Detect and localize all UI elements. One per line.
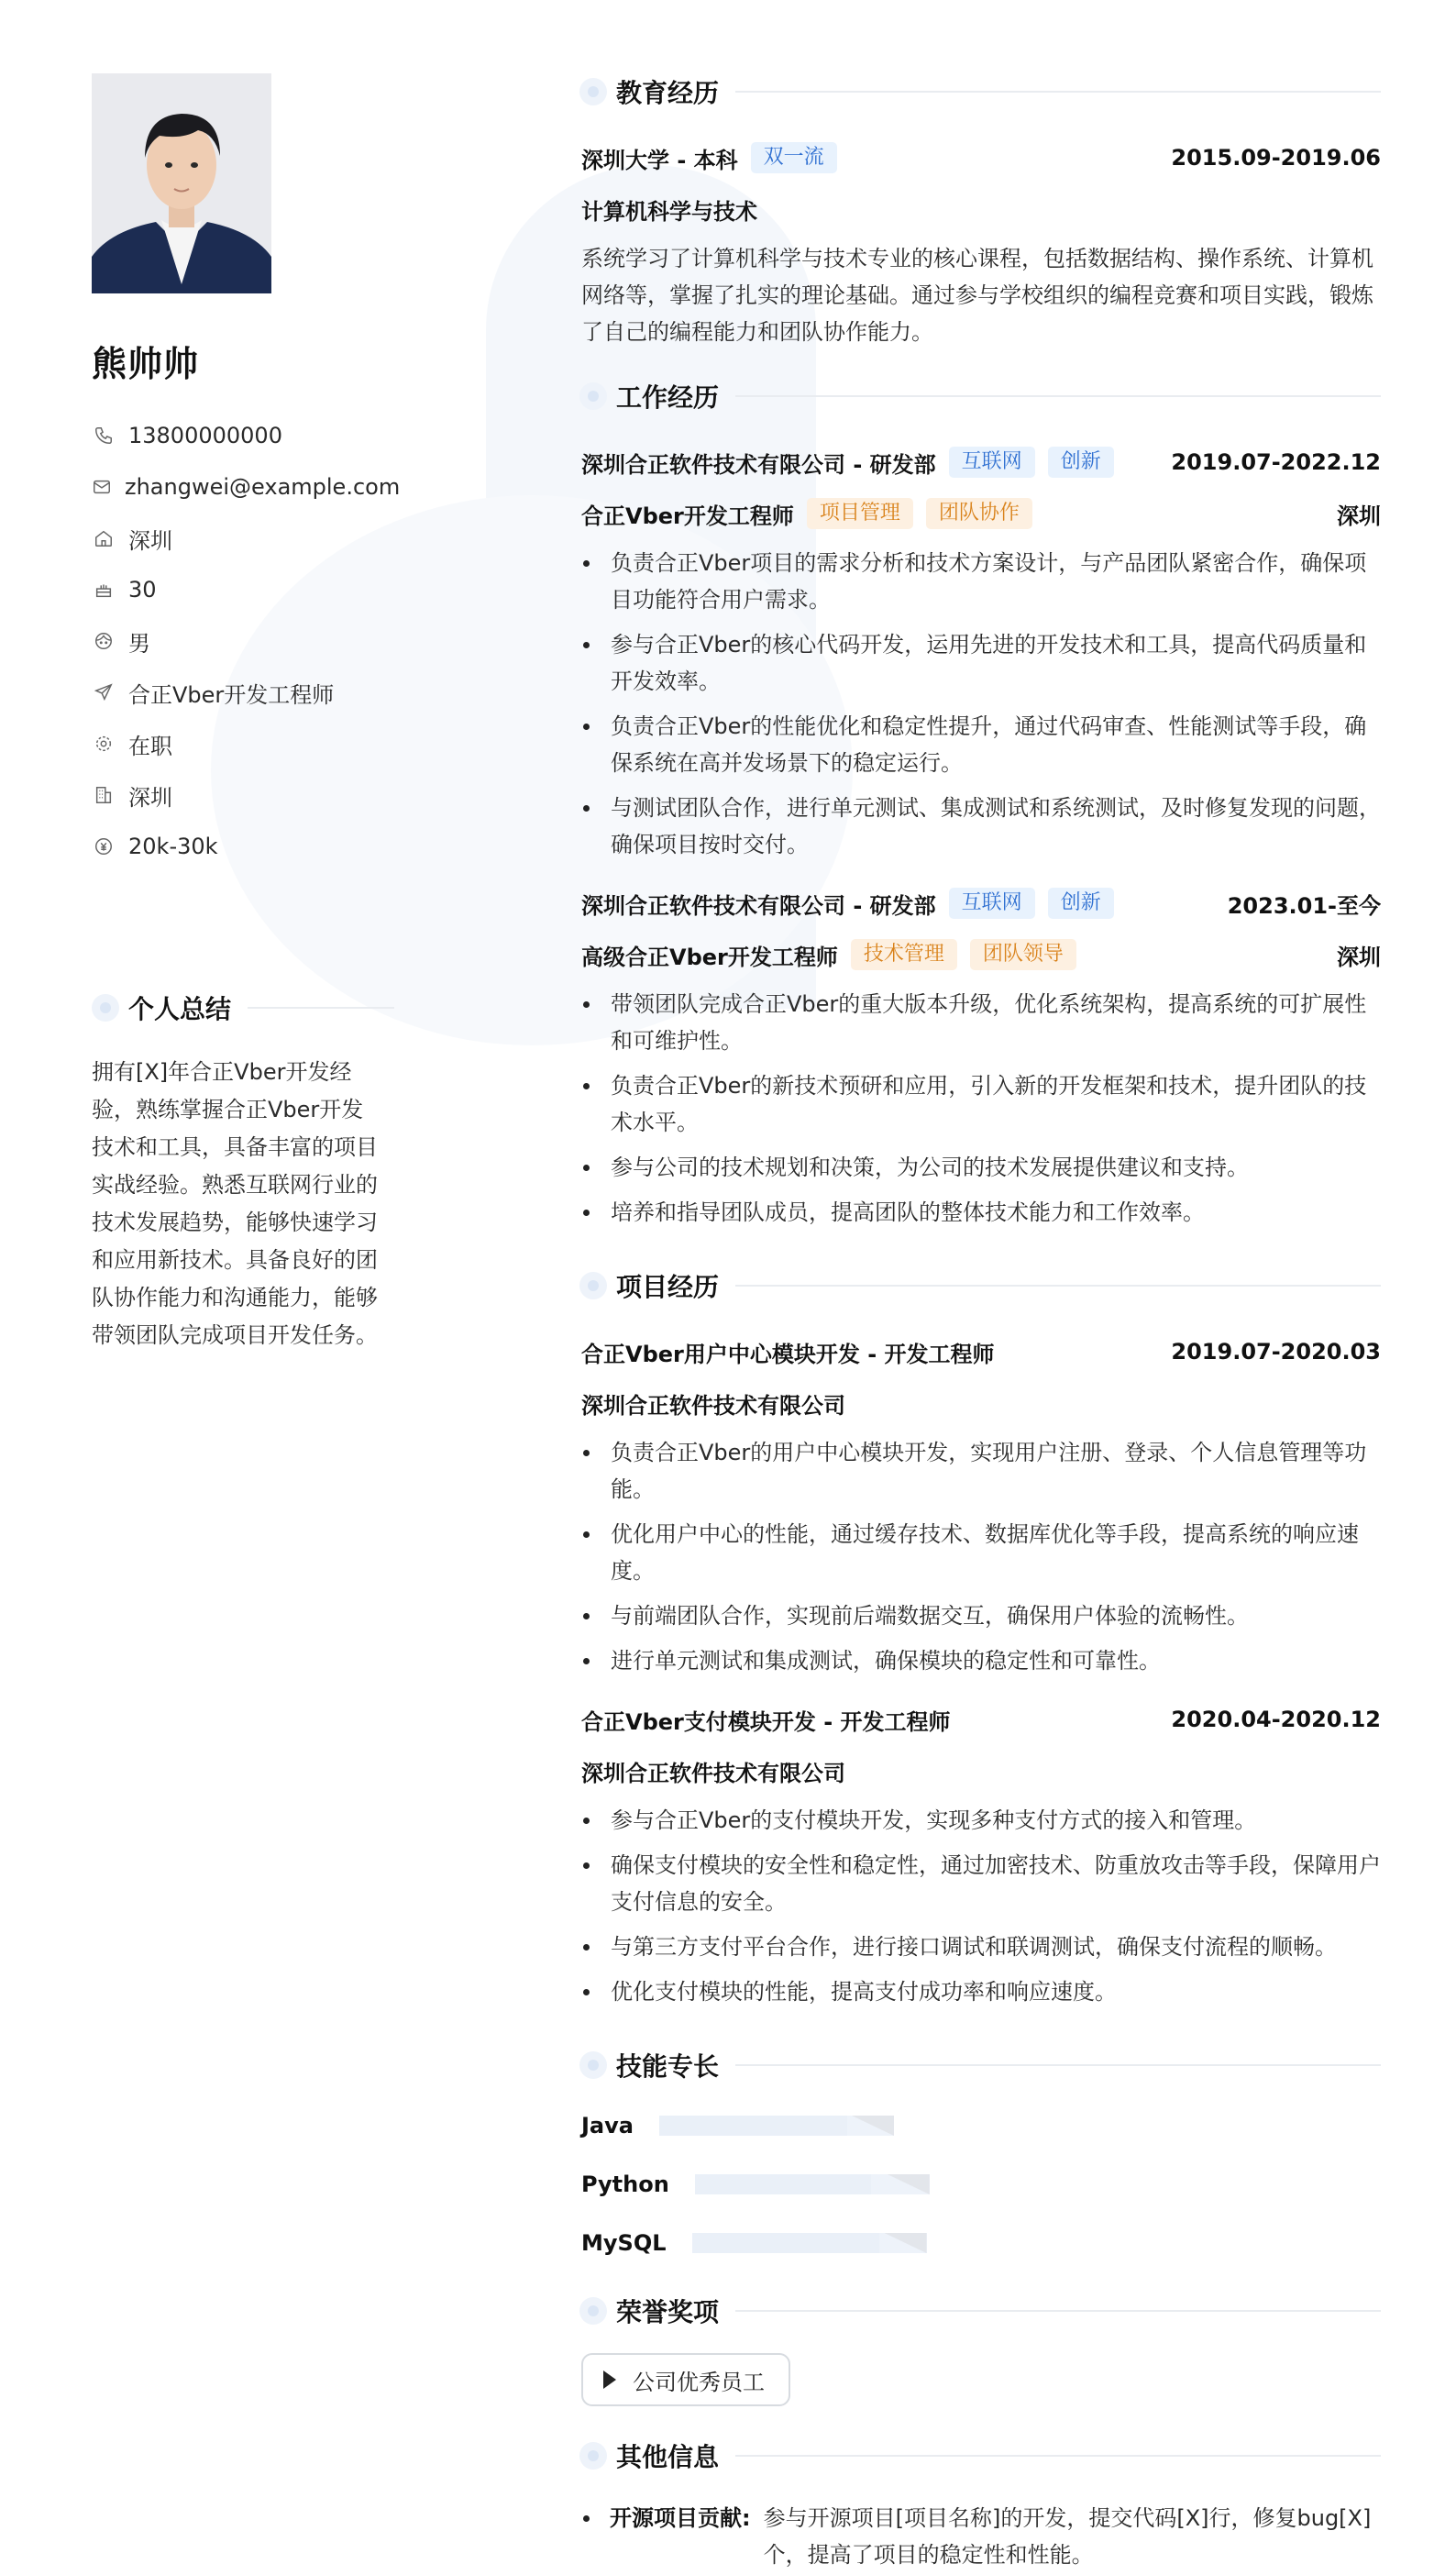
list-item: 进行单元测试和集成测试，确保模块的稳定性和可靠性。 [581, 1642, 1381, 1679]
section-divider [248, 1007, 394, 1009]
job-position: 高级合正Vber开发工程师 [581, 944, 838, 970]
list-item: 负责合正Vber项目的需求分析和技术方案设计，与产品团队紧密合作，确保项目功能符合用户需求。 [581, 545, 1381, 618]
education-section-header [581, 73, 1381, 110]
info-text: 13800000000 [128, 423, 282, 448]
job-city: 深圳 [1337, 944, 1381, 970]
phone-icon [92, 424, 116, 448]
industry-tag: 互联网 [949, 447, 1035, 478]
project-name: 合正Vber支付模块开发 - 开发工程师 [581, 1708, 951, 1735]
section-dot-icon [579, 78, 607, 105]
award-badge [581, 2353, 790, 2406]
contact-info-list [92, 410, 401, 872]
other-section [581, 2437, 1381, 2573]
skill-level-fill [659, 2116, 847, 2136]
info-text: 深圳 [128, 784, 172, 811]
project-name: 合正Vber用户中心模块开发 - 开发工程师 [581, 1341, 995, 1367]
list-item: 确保支付模块的安全性和稳定性，通过加密技术、防重放攻击等手段，保障用户支付信息的安全。 [581, 1847, 1381, 1920]
job-position: 合正Vber开发工程师 [581, 503, 794, 529]
list-item: 与前端团队合作，实现前后端数据交互，确保用户体验的流畅性。 [581, 1597, 1381, 1634]
section-divider [735, 91, 1381, 93]
work-section-header [581, 378, 1381, 414]
section-title: 其他信息 [616, 2442, 720, 2472]
skill-bar-cap [852, 2116, 894, 2136]
job-company-row [581, 885, 1381, 922]
list-item: 优化支付模块的性能，提高支付成功率和响应速度。 [581, 1973, 1381, 2010]
projects-section [581, 1267, 1381, 2010]
skill-name: MySQL [581, 2230, 667, 2256]
summary-text: 拥有[X]年合正Vber开发经验，熟练掌握合正Vber开发技术和工具，具备丰富的项目实战经验。熟悉互联网行业的技术发展趋势，能够快速学习和应用新技术。具备良好的团队协作能力和沟通能力，能够带领团队完成项目开发任务。 [92, 1059, 378, 1348]
list-item: 带领团队完成合正Vber的重大版本升级，优化系统架构，提高系统的可扩展性和可维护性。 [581, 986, 1381, 1059]
play-icon [603, 2371, 616, 2389]
skill-name: Python [581, 2172, 669, 2197]
other-label: 开源项目贡献: [610, 2505, 751, 2531]
project-company: 深圳合正软件技术有限公司 [581, 1392, 845, 1419]
list-item: 参与合正Vber的支付模块开发，实现多种支付方式的接入和管理。 [581, 1802, 1381, 1839]
list-item: 与测试团队合作，进行单元测试、集成测试和系统测试，及时修复发现的问题，确保项目按时交付。 [581, 790, 1381, 863]
skill-item [581, 2225, 990, 2261]
section-title: 工作经历 [616, 382, 720, 413]
award-name: 公司优秀员工 [633, 2369, 765, 2395]
info-city [92, 769, 394, 821]
skill-item [581, 2166, 990, 2203]
skill-tag: 项目管理 [807, 498, 913, 529]
summary-section-header [92, 989, 394, 1026]
list-item: 负责合正Vber的用户中心模块开发，实现用户注册、登录、个人信息管理等功能。 [581, 1434, 1381, 1508]
company-name: 深圳合正软件技术有限公司 - 研发部 [581, 892, 936, 919]
major: 计算机科学与技术 [581, 198, 757, 225]
list-item: 负责合正Vber的新技术预研和应用，引入新的开发框架和技术，提升团队的技术水平。 [581, 1067, 1381, 1141]
project-row [581, 1701, 1381, 1738]
section-title: 教育经历 [616, 78, 720, 108]
info-text: 合正Vber开发工程师 [128, 681, 335, 708]
skill-level-fill [695, 2174, 871, 2194]
info-text: 深圳 [128, 527, 172, 554]
list-item: 参与合正Vber的核心代码开发，运用先进的开发技术和工具，提高代码质量和开发效率。 [581, 626, 1381, 700]
other-text: 参与开源项目[项目名称]的开发，提交代码[X]行，修复bug[X]个，提高了项目的稳定性和性能。 [763, 2505, 1372, 2568]
job-entry [581, 885, 1381, 1231]
project-duties-list [581, 1802, 1381, 2010]
cake-icon [92, 578, 116, 602]
section-title: 项目经历 [616, 1272, 720, 1302]
list-item: 参与公司的技术规划和决策，为公司的技术发展提供建议和支持。 [581, 1149, 1381, 1186]
education-date: 2015.09-2019.06 [1171, 145, 1381, 171]
section-title: 个人总结 [128, 994, 232, 1024]
section-title: 技能专长 [616, 2051, 720, 2082]
salary-icon [92, 834, 116, 858]
skills-list [581, 2107, 1381, 2283]
project-date: 2020.04-2020.12 [1171, 1707, 1381, 1732]
list-item: 与第三方支付平台合作，进行接口调试和联调测试，确保支付流程的顺畅。 [581, 1928, 1381, 1965]
job-company-row [581, 444, 1381, 481]
honors-section [581, 2293, 1381, 2406]
home-icon [92, 526, 116, 550]
list-item: 负责合正Vber的性能优化和稳定性提升，通过代码审查、性能测试等手段，确保系统在高并发场景下的稳定运行。 [581, 708, 1381, 781]
education-description: 系统学习了计算机科学与技术专业的核心课程，包括数据结构、操作系统、计算机网络等，掌握了扎实的理论基础。通过参与学校组织的编程竞赛和项目实践，锻炼了自己的编程能力和团队协作能力。 [581, 246, 1373, 345]
info-text: 20k-30k [128, 834, 218, 859]
skill-tag: 团队协作 [926, 498, 1032, 529]
section-dot-icon [579, 2442, 607, 2470]
info-text: 男 [128, 630, 150, 657]
info-age [92, 564, 394, 615]
section-dot-icon [579, 382, 607, 410]
candidate-name: 熊帅帅 [92, 344, 200, 384]
job-position-row [581, 936, 1381, 973]
info-salary [92, 821, 394, 872]
job-city: 深圳 [1337, 503, 1381, 529]
info-gender [92, 615, 394, 667]
section-title: 荣誉奖项 [616, 2297, 720, 2327]
skill-level-fill [692, 2233, 880, 2253]
info-location [92, 513, 394, 564]
list-item [581, 2500, 1381, 2573]
section-divider [735, 1285, 1381, 1287]
info-email [92, 461, 401, 513]
status-icon [92, 732, 116, 756]
mail-icon [92, 475, 112, 499]
section-divider [735, 2310, 1381, 2312]
skill-bar-cap [888, 2174, 930, 2194]
project-entry [581, 1701, 1381, 2010]
skill-level-bar [659, 2116, 894, 2136]
skill-item [581, 2107, 990, 2144]
face-icon [92, 629, 116, 653]
job-entry [581, 444, 1381, 863]
section-divider [735, 2064, 1381, 2066]
skill-level-bar [695, 2174, 930, 2194]
other-section-header [581, 2437, 1381, 2474]
project-entry [581, 1333, 1381, 1679]
skill-name: Java [581, 2113, 634, 2138]
section-divider [735, 395, 1381, 397]
info-text: 在职 [128, 733, 172, 759]
project-row [581, 1333, 1381, 1370]
skills-section-header [581, 2047, 1381, 2083]
section-dot-icon [579, 2051, 607, 2079]
job-position-row [581, 495, 1381, 532]
project-date: 2019.07-2020.03 [1171, 1339, 1381, 1365]
bullet-icon [583, 2515, 590, 2522]
skill-tag: 团队领导 [970, 939, 1076, 970]
job-duties-list [581, 986, 1381, 1231]
avatar [92, 73, 271, 293]
industry-tag: 创新 [1048, 447, 1114, 478]
company-name: 深圳合正软件技术有限公司 - 研发部 [581, 451, 936, 478]
section-dot-icon [579, 2297, 607, 2325]
skills-section [581, 2047, 1381, 2283]
skill-tag: 技术管理 [851, 939, 957, 970]
school-tag: 双一流 [751, 142, 837, 173]
building-icon [92, 783, 116, 807]
section-divider [735, 2455, 1381, 2457]
info-phone [92, 410, 394, 461]
honors-section-header [581, 2293, 1381, 2329]
industry-tag: 创新 [1048, 888, 1114, 919]
section-dot-icon [579, 1272, 607, 1299]
info-position [92, 667, 394, 718]
info-text: 30 [128, 577, 157, 602]
project-duties-list [581, 1434, 1381, 1679]
list-item: 培养和指导团队成员，提高团队的整体技术能力和工作效率。 [581, 1194, 1381, 1231]
profile-column [92, 73, 401, 1354]
send-icon [92, 680, 116, 704]
education-section [581, 73, 1381, 350]
section-dot-icon [92, 994, 119, 1022]
info-text: zhangwei@example.com [125, 474, 401, 500]
job-duties-list [581, 545, 1381, 863]
work-section [581, 378, 1381, 1231]
industry-tag: 互联网 [949, 888, 1035, 919]
skill-level-bar [692, 2233, 927, 2253]
list-item: 优化用户中心的性能，通过缓存技术、数据库优化等手段，提高系统的响应速度。 [581, 1516, 1381, 1589]
project-company: 深圳合正软件技术有限公司 [581, 1760, 845, 1786]
skill-bar-cap [885, 2233, 927, 2253]
projects-section-header [581, 1267, 1381, 1304]
main-column [581, 73, 1381, 2573]
school-name: 深圳大学 - 本科 [581, 147, 738, 173]
education-row [581, 139, 1381, 176]
job-date: 2019.07-2022.12 [1171, 449, 1381, 475]
info-status [92, 718, 394, 769]
job-date: 2023.01-至今 [1227, 892, 1381, 919]
